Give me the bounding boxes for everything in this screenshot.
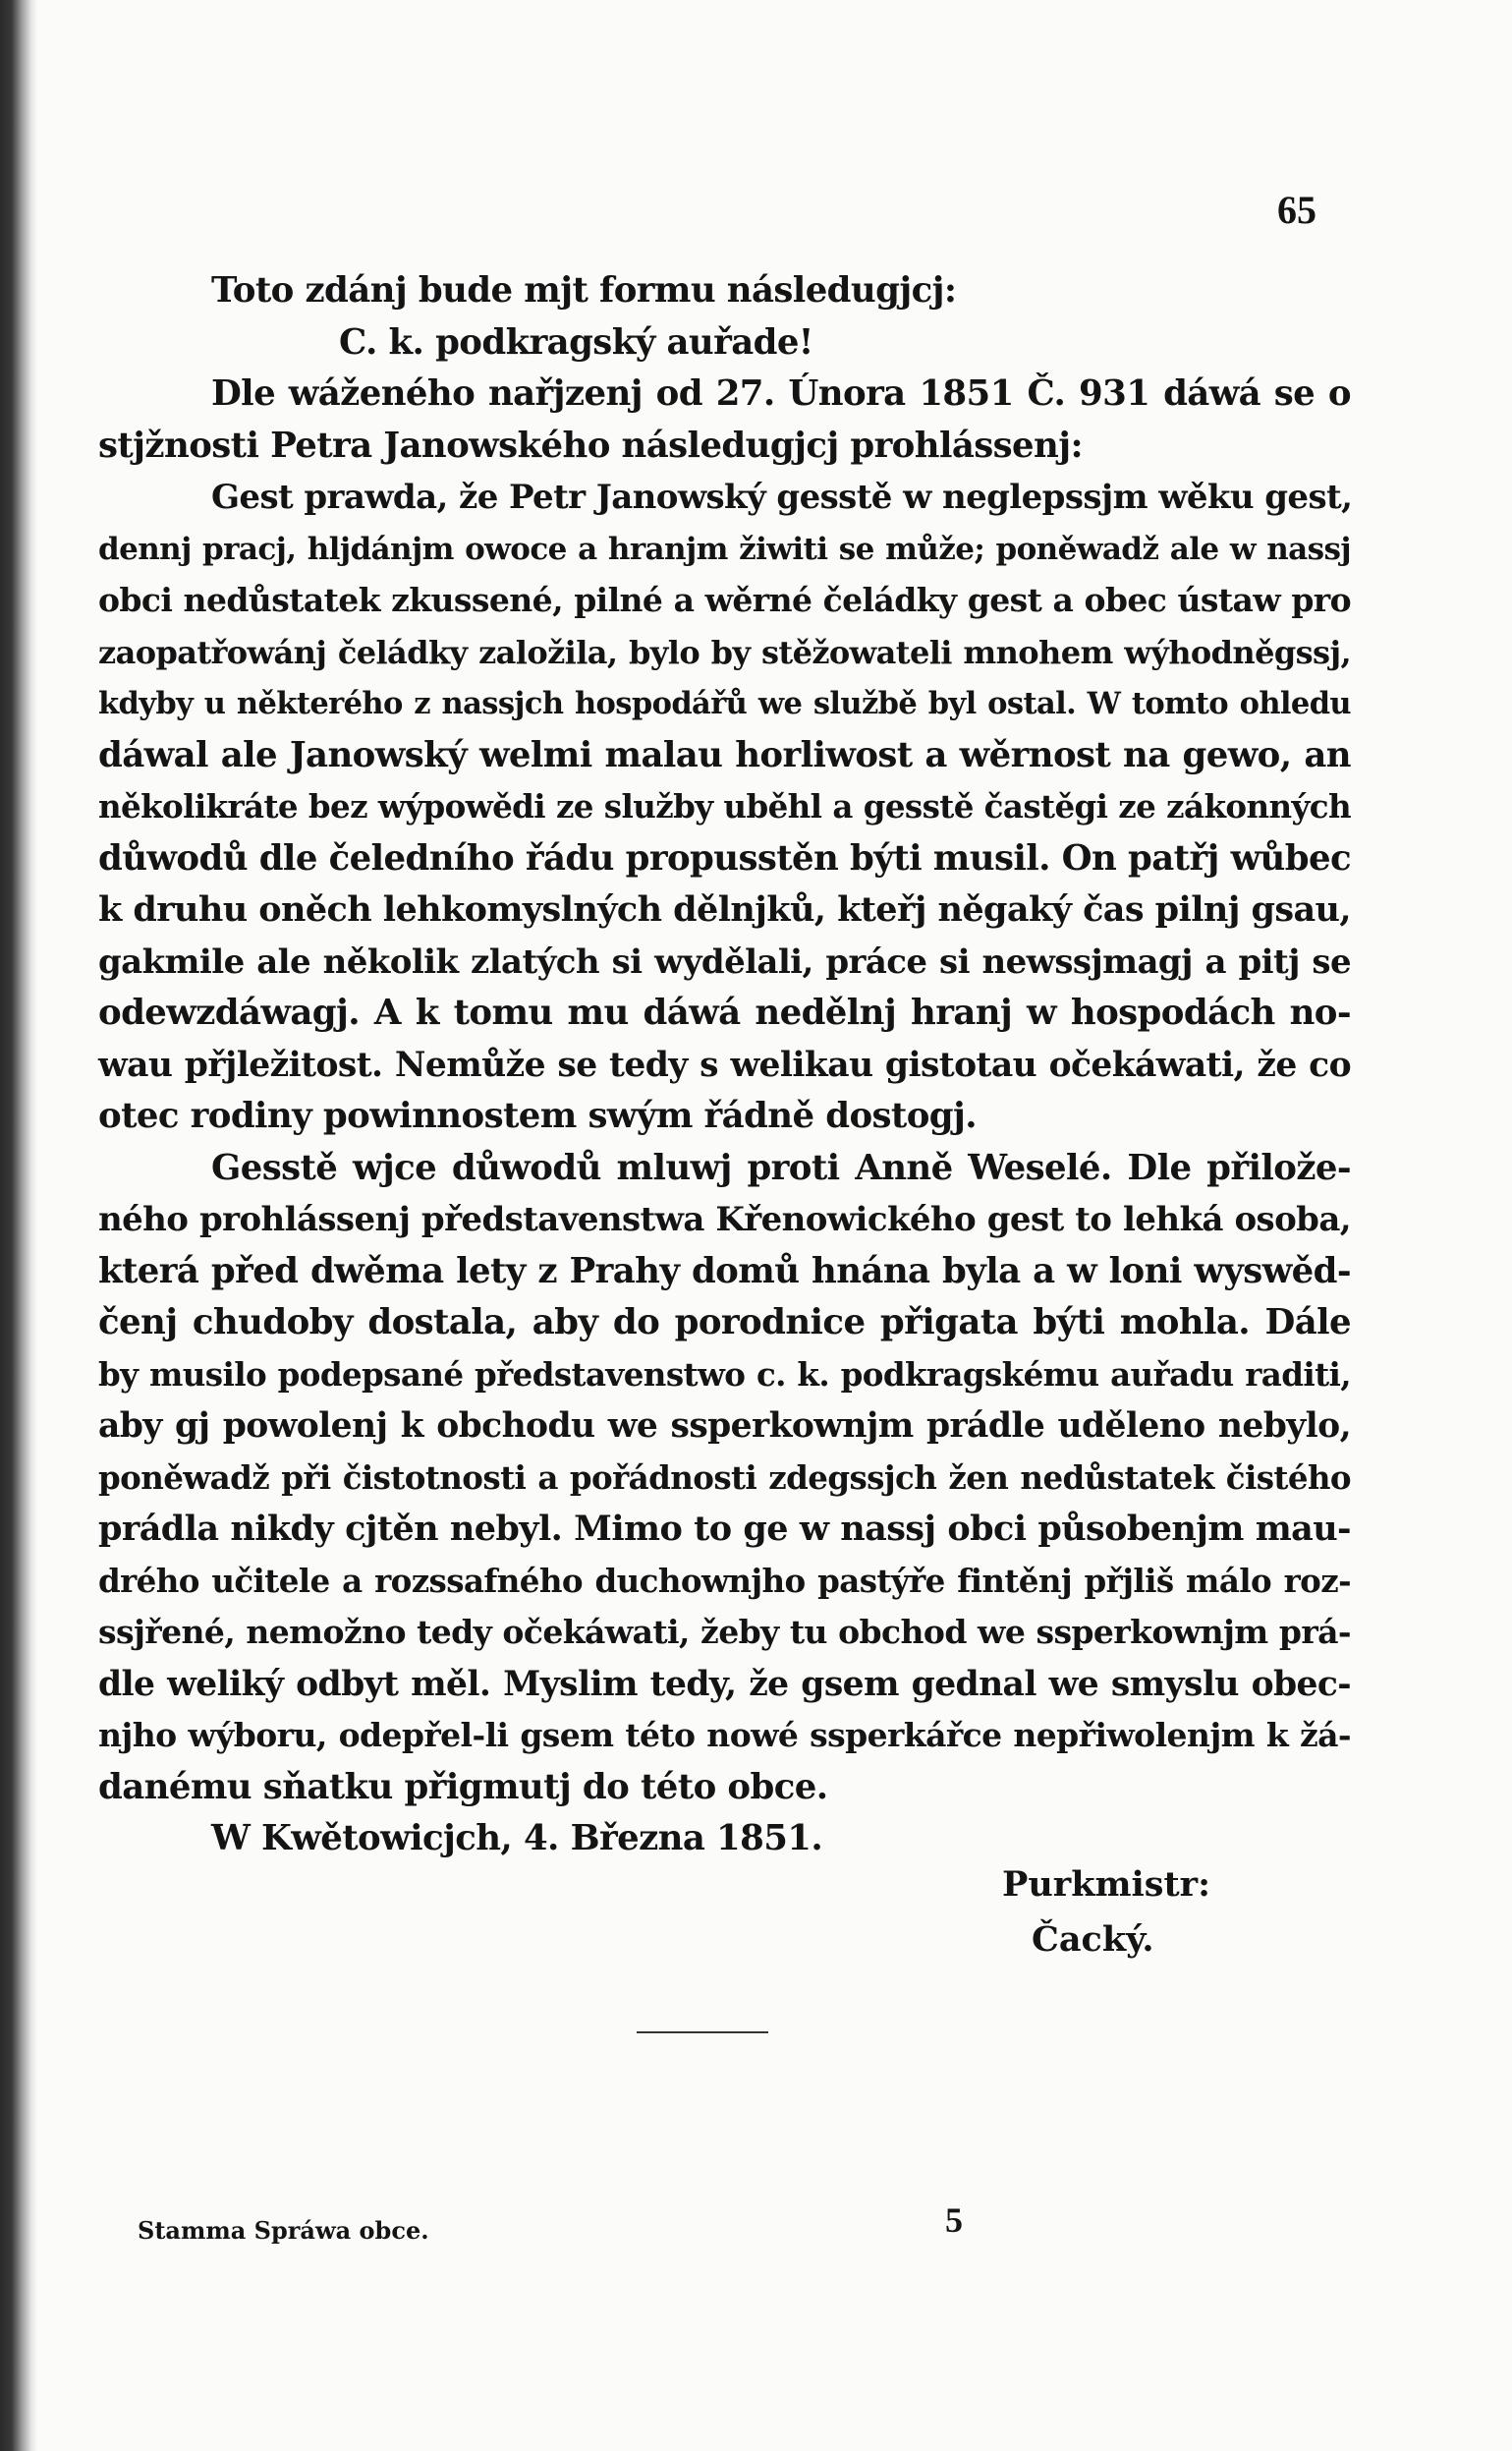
body-line: která před dwěma lety z Prahy domů hnána byla a w loni wyswěd-	[98, 1250, 1351, 1291]
book-spine-edge	[0, 0, 37, 2451]
body-line: ssjřené, nemožno tedy očekáwati, žeby tu obchod we ssperkownjm prá-	[98, 1613, 1351, 1651]
body-line: čenj chudoby dostala, aby do porodnice přigata býti mohla. Dále	[98, 1302, 1351, 1342]
signature-title: Purkmistr:	[1002, 1864, 1211, 1905]
footer-running-title: Stamma Spráwa obce.	[138, 2216, 429, 2245]
body-line: prádla nikdy cjtěn nebyl. Mimo to ge w nassj obci působenjm mau-	[98, 1509, 1351, 1549]
signature-name: Čacký.	[1032, 1919, 1154, 1960]
body-line: dennj pracj, hljdánjm owoce a hranjm žiwiti se může; poněwadž ale w nassj	[98, 531, 1351, 567]
body-line: stjžnosti Petra Janowského následugjcj prohlássenj:	[98, 425, 1083, 466]
body-line: ného prohlássenj představenstwa Křenowického gest to lehká osoba,	[98, 1200, 1351, 1239]
body-line: njho wýboru, odepřel-li gsem této nowé ssperkářce nepřiwolenjm k žá-	[98, 1716, 1351, 1754]
intro-line: Toto zdánj bude mjt formu následugjcj:	[211, 270, 957, 311]
letter-body	[98, 265, 1351, 1865]
divider-rule	[637, 2031, 768, 2033]
body-line: Gesstě wjce důwodů mluwj proti Anně Weselé. Dle přilože-	[211, 1147, 1351, 1188]
body-line: dáwal ale Janowský welmi malau horliwost a wěrnost na gewo, an	[98, 734, 1351, 775]
body-line: odewzdáwagj. A k tomu mu dáwá nedělnj hranj w hospodách no-	[98, 993, 1351, 1033]
body-line: aby gj powolenj k obchodu we ssperkownjm prádle uděleno nebylo,	[98, 1406, 1351, 1446]
salutation: C. k. podkragský auřade!	[339, 321, 813, 363]
body-line: drého učitele a rozssafného duchownjho pastýře fintěnj přjliš málo roz-	[98, 1561, 1351, 1600]
place-date: W Kwětowicjch, 4. Března 1851.	[211, 1818, 823, 1858]
body-line: k druhu oněch lehkomyslných dělnjků, kteřj něgaký čas pilnj gsau,	[98, 889, 1351, 930]
body-line: wau přjležitost. Nemůže se tedy s welikau gistotau očekáwati, že co	[98, 1045, 1351, 1085]
body-line: poněwadž při čistotnosti a pořádnosti zdegssjch žen nedůstatek čistého	[98, 1457, 1351, 1497]
body-line: zaopatřowánj čeládky založila, bylo by stěžowateli mnohem wýhodněgssj,	[98, 633, 1351, 671]
document-page	[39, 0, 1512, 2451]
body-line: Gest prawda, že Petr Janowský gesstě w neglepssjm wěku gest,	[211, 478, 1353, 517]
page-number: 65	[1277, 188, 1316, 232]
body-line: danému sňatku přigmutj do této obce.	[98, 1766, 828, 1807]
signature-block	[1002, 1857, 1210, 1967]
body-line: dle weliký odbyt měl. Myslim tedy, že gsem gednal we smyslu obec-	[98, 1664, 1351, 1704]
body-line: obci nedůstatek zkussené, pilné a wěrné čeládky gest a obec ústaw pro	[98, 581, 1351, 619]
body-line: gakmile ale několik zlatých si wydělali, práce si newssjmagj a pitj se	[98, 941, 1351, 982]
footer-signature-mark: 5	[945, 2200, 963, 2240]
body-line: by musilo podepsané představenstwo c. k. podkragskému auřadu raditi,	[98, 1354, 1351, 1394]
body-line: důwodů dle čeledního řádu propusstěn býti musil. On patřj wůbec	[98, 837, 1351, 879]
body-line: několikráte bez wýpowědi ze služby uběhl a gesstě častěgi ze zákonných	[98, 787, 1351, 826]
body-line: Dle wáženého nařjzenj od 27. Února 1851 Č. 931 dáwá se o	[211, 373, 1351, 414]
body-line: kdyby u některého z nassjch hospodářů we službě byl ostal. W tomto ohledu	[98, 686, 1351, 721]
body-line: otec rodiny powinnostem swým řádně dostogj.	[98, 1096, 978, 1136]
